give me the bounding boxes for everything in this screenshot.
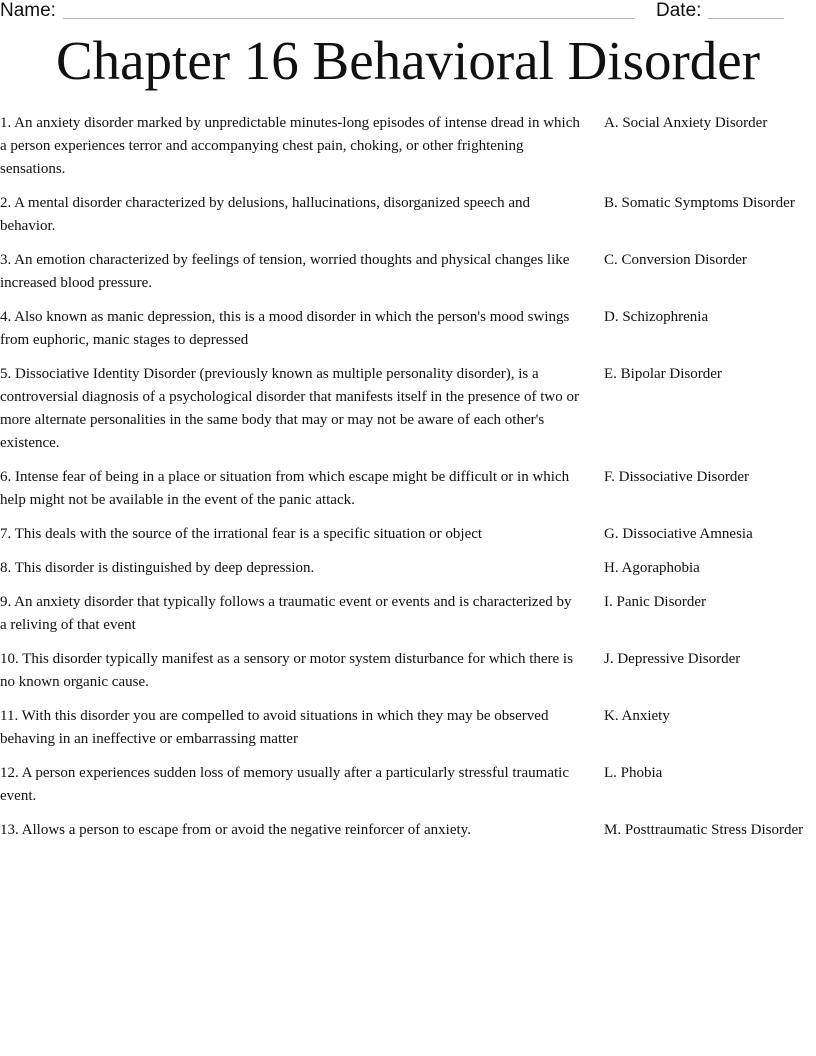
question-6: 6. Intense fear of being in a place or situation from which escape might be difficult or in which help might not be available in the event of the panic attack. xyxy=(0,469,570,508)
question-7: 7. This deals with the source of the irrational fear is a specific situation or object xyxy=(0,526,483,542)
question-9: 9. An anxiety disorder that typically follows a traumatic event or events and is characterized by a reliving of that event xyxy=(0,594,572,633)
question-8: 8. This disorder is distinguished by deep depression. xyxy=(0,560,315,576)
question-11: 11. With this disorder you are compelled to avoid situations in which they may be observed behaving in an ineffective or embarrassing matter xyxy=(0,708,549,747)
answer-j: J. Depressive Disorder xyxy=(604,651,741,667)
question-13: 13. Allows a person to escape from or avoid the negative reinforcer of anxiety. xyxy=(0,822,471,838)
matching-row xyxy=(0,363,816,455)
matching-row xyxy=(0,591,816,637)
answer-l: L. Phobia xyxy=(604,765,663,781)
question-5: 5. Dissociative Identity Disorder (previously known as multiple personality disorder), is a controversial diagnosis of a psychological disorder that manifests itself in the presence of two or more alternate personalities in the same body that may or may not be aware of each other's existence. xyxy=(0,366,580,451)
answer-i: I. Panic Disorder xyxy=(604,594,707,610)
name-label: Name: xyxy=(0,0,56,21)
matching-row xyxy=(0,762,816,808)
name-field-line xyxy=(63,18,635,19)
question-10: 10. This disorder typically manifest as a sensory or motor system disturbance for which there is no known organic cause. xyxy=(0,651,573,690)
answer-b: B. Somatic Symptoms Disorder xyxy=(604,195,795,211)
answer-e: E. Bipolar Disorder xyxy=(604,366,722,382)
question-2: 2. A mental disorder characterized by delusions, hallucinations, disorganized speech and behavior. xyxy=(0,195,530,234)
question-3: 3. An emotion characterized by feelings of tension, worried thoughts and physical changes like increased blood pressure. xyxy=(0,252,570,291)
date-field-line xyxy=(708,18,784,19)
matching-row xyxy=(0,648,816,694)
worksheet-header xyxy=(0,0,816,24)
matching-row xyxy=(0,112,816,181)
matching-row xyxy=(0,705,816,751)
matching-row xyxy=(0,557,816,580)
matching-row xyxy=(0,249,816,295)
question-1: 1. An anxiety disorder marked by unpredictable minutes-long episodes of intense dread in which a person experiences terror and accompanying chest pain, choking, or other frightening sensations. xyxy=(0,115,580,177)
answer-f: F. Dissociative Disorder xyxy=(604,469,750,485)
matching-row xyxy=(0,819,816,842)
answer-h: H. Agoraphobia xyxy=(604,560,700,576)
answer-c: C. Conversion Disorder xyxy=(604,252,747,268)
question-12: 12. A person experiences sudden loss of memory usually after a particularly stressful traumatic event. xyxy=(0,765,570,804)
date-label: Date: xyxy=(656,0,702,21)
answer-g: G. Dissociative Amnesia xyxy=(604,526,753,542)
answer-d: D. Schizophrenia xyxy=(604,309,709,325)
answer-m: M. Posttraumatic Stress Disorder xyxy=(604,822,804,838)
matching-list xyxy=(0,112,816,853)
matching-row xyxy=(0,192,816,238)
matching-row xyxy=(0,466,816,512)
answer-k: K. Anxiety xyxy=(604,708,670,724)
answer-a: A. Social Anxiety Disorder xyxy=(604,115,768,131)
question-4: 4. Also known as manic depression, this is a mood disorder in which the person's mood swings from euphoric, manic stages to depressed xyxy=(0,309,570,348)
page-title: Chapter 16 Behavioral Disorder xyxy=(55,30,761,91)
matching-row xyxy=(0,523,816,546)
matching-row xyxy=(0,306,816,352)
